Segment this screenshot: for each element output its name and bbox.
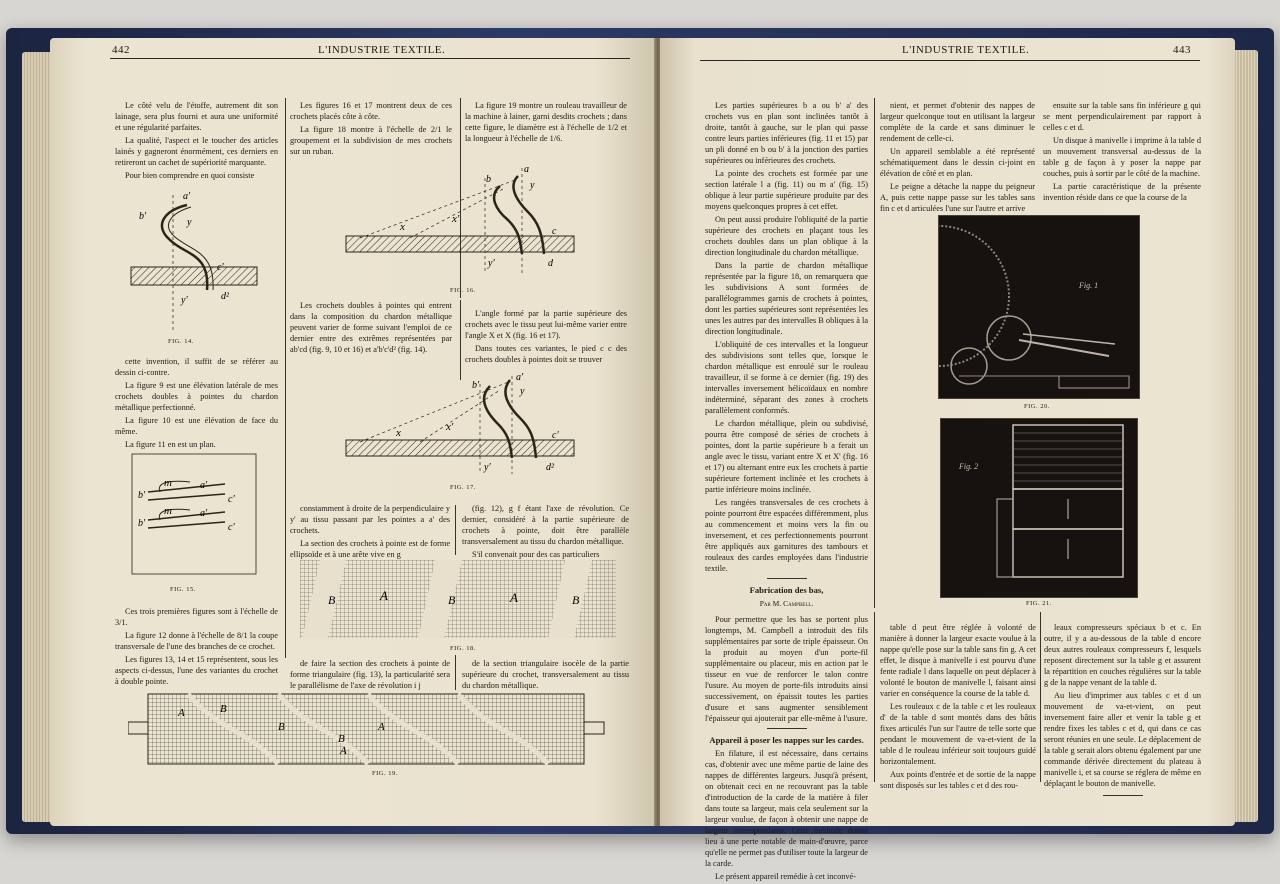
right-col3-bottom — [1044, 622, 1201, 802]
paragraph: S'il convenait pour des cas particuliers — [472, 550, 600, 559]
svg-text:y: y — [530, 180, 535, 191]
svg-text:x: x — [400, 221, 405, 233]
paragraph: (fig. 12), g f étant l'axe de révolution. Ce dernier, considéré à la partie supérieure de crochets à pointe, doit être parallèle transversalement au tissu du chardon métallique. — [462, 504, 629, 546]
paragraph: La figure 18 montre à l'échelle de 2/1 le groupement et la subdivision de mes crochets sur un ruban. — [290, 125, 452, 156]
figure-18-caption: FIG. 18. — [450, 645, 476, 652]
svg-text:b': b' — [139, 211, 147, 222]
figure-20-plate — [938, 215, 1140, 399]
figure-14-drawing — [125, 185, 265, 335]
paragraph: ensuite sur la table sans fin inférieure g qui se ment perpendiculairement par rapport à celles c et d. — [1043, 101, 1201, 132]
paragraph: La figure 19 montre un rouleau travailleur de la machine à lainer, garni desdits crochets ; dans cette figure, le diamètre est à l'échelle de 1/2 et la longueur à l'échelle de 1/6. — [465, 101, 627, 143]
paragraph: On peut aussi produire l'obliquité de la partie supérieure des crochets en plaçant tous les crochets doubles dans un plan oblique à la direction longitudinale du chardon métallique. — [705, 215, 868, 257]
svg-text:m: m — [164, 477, 172, 489]
paragraph: La figure 9 est une élévation latérale de mes crochets doubles à pointes du chardon métallique perfectionné. — [115, 381, 278, 412]
paragraph: Pour permettre que les bas se portent plus longtemps, M. Campbell a introduit des fils supplémentaires par sorte de triple épaisseur. On la produit au moyen d'un porte-fil supplémentaire ou placeur, mis en action par le tisseur en vue de renforcer le talon contre l'usure. Au moyen de porte-fils introduits ainsi successivement, on épaissit toutes les parties d'usure et sans augmenter sensiblement l'épaisseur qui ajouterait par elle-même à l'usure. — [705, 615, 868, 723]
right-col1 — [705, 100, 868, 884]
left-col2-top — [290, 100, 452, 159]
figure-16-caption: FIG. 16. — [450, 287, 476, 294]
left-running-title: L'INDUSTRIE TEXTILE. — [318, 44, 446, 56]
left-col3-end — [462, 658, 629, 693]
figure-19-caption: FIG. 19. — [372, 770, 398, 777]
svg-text:B: B — [278, 721, 285, 733]
left-col1-mid — [115, 356, 278, 452]
left-col2-low — [290, 503, 450, 562]
svg-text:B: B — [338, 733, 345, 745]
right-column-divider-2 — [874, 612, 875, 782]
article-title: Appareil à poser les nappes sur les cardes. — [709, 735, 864, 745]
svg-text:B: B — [328, 593, 336, 607]
figure-18-drawing — [300, 560, 616, 640]
paragraph: Les crochets doubles à pointes qui entrent dans la composition du chardon métallique peuvent varier de forme suivant l'emploi de ce dernier entre des extrêmes représentées par ab'cd (fig. 9, 10 et 16) et a'b'c'd² (fig. 14). — [290, 301, 452, 354]
left-page-number: 442 — [112, 44, 130, 56]
paragraph: Dans toutes ces variantes, le pied c c des crochets doubles à pointes doit se trouver — [465, 344, 627, 364]
svg-text:a': a' — [183, 191, 191, 202]
figure-21-drawing — [941, 419, 1137, 597]
section-rule — [767, 728, 807, 729]
paragraph: Le chardon métallique, plein ou subdivisé, pourra être composé de séries de crochets à pointes, dont la partie supérieure b a ferait un angle avec le tissu, variant entre X et X' (fig. 16 et 17) ou alternant entre eux les crochets à partie supérieure fortement inclinée et les crochets à partie inférieure moins inclinée. — [705, 419, 868, 494]
paragraph: nient, et permet d'obtenir des nappes de largeur quelconque tout en utilisant la largeur complète de la carde et sans diminuer le rendement de celle-ci. — [880, 101, 1035, 143]
svg-text:A: A — [178, 707, 185, 719]
left-col2-mid — [290, 300, 452, 357]
paragraph: Le côté velu de l'étoffe, autrement dit son lainage, sera plus fourni et aura une uniformité et une régularité parfaites. — [115, 101, 278, 132]
section-rule — [767, 578, 807, 579]
figure-15-drawing — [130, 452, 260, 577]
paragraph: Les figures 13, 14 et 15 représentent, sous les aspects ci-dessus, l'une des variantes du crochet à double pointe. — [115, 655, 278, 686]
paragraph: Le peigne a détache la nappe du peigneur A, puis cette nappe passe sur les tables sans fin c et d articulées l'une sur l'autre et arrive — [880, 182, 1035, 213]
paragraph: En filature, il est nécessaire, dans certains cas, d'obtenir avec une même partie de laine des nappes de différentes largeurs. Jusqu'à présent, on obtenait ceci en ne recouvrant pas la table d'introduction de la carde de la matière à filer dans toute sa largeur, mais cela seulement sur la largeur voulue, de façon à obtenir une nappe de largeur correspondante. Cette méthode donne lieu à une perte notable de main-d'œuvre, parce qu'elle ne permet pas d'utiliser toute la largeur de la carde. — [705, 749, 868, 868]
right-column-divider-1 — [874, 98, 875, 608]
svg-text:a': a' — [200, 508, 208, 519]
svg-text:c': c' — [552, 430, 559, 441]
svg-text:d²: d² — [221, 291, 229, 302]
paragraph: Le présent appareil remédie à cet inconvé- — [715, 872, 856, 881]
svg-text:b': b' — [138, 490, 146, 501]
svg-text:A: A — [510, 590, 518, 605]
paragraph: Un disque à manivelle i imprime à la table d un mouvement transversal au-dessus de la table g de façon à y poser la nappe par couches, puis à sortir par le côté de la machine. — [1043, 136, 1201, 178]
left-col2-end — [290, 658, 450, 693]
left-page-edges — [22, 52, 52, 822]
svg-text:y': y' — [181, 295, 188, 306]
left-col3-top — [465, 100, 627, 146]
paragraph: La pointe des crochets est formée par une section latérale l a (fig. 11) ou m a' (fig. 15) oblique à leur partie supérieure produite par des moyens quelconques propres à cet effet. — [705, 169, 868, 211]
svg-text:x': x' — [446, 421, 454, 433]
paragraph: Pour bien comprendre en quoi consiste — [125, 171, 255, 180]
svg-text:A: A — [340, 745, 347, 757]
paragraph: Dans la partie de chardon métallique représentée par la figure 18, on remarquera que les subdivisions A sont formées de parallélogrammes garnis de crochets à pointes, dont les parties supérieures sont représentées les unes les autres par des intervalles B obliques à la direction longitudinale. — [705, 261, 868, 336]
left-header-rule — [110, 58, 630, 59]
paragraph: Un appareil semblable a été représenté schématiquement dans le dessin ci-joint en élévation de côté et en plan. — [880, 147, 1035, 178]
svg-text:y: y — [520, 386, 525, 397]
article-title: Fabrication des bas, — [749, 585, 824, 595]
figure-20-drawing — [939, 216, 1139, 398]
left-column-divider-1 — [285, 98, 286, 658]
svg-text:b: b — [486, 174, 491, 185]
svg-text:b': b' — [472, 380, 480, 391]
paragraph: La figure 12 donne à l'échelle de 8/1 la coupe transversale de l'une des branches de ce crochet. — [115, 631, 278, 651]
paragraph: Les rangées transversales de ces crochets à pointe pourront être espacées différemment, plus au commencement et moins vers la fin ou inversement, et ces perfectionnements pourront être appliqués aux garnitures des tambours et rouleaux des cardes employées dans l'industrie textile. — [705, 498, 868, 573]
paragraph: Au lieu d'imprimer aux tables c et d un mouvement de va-et-vient, on peut inversement faire aller et venir la table g et rendre fixes les tables c et d, qui dans ce cas seront réunies en une seule. Le déplacement de la table g serait alors obtenu également par une commande dérivée directement du plateau à manivelle i, et sa course se réglera de même en déplaçant le bouton de manivelle. — [1044, 691, 1201, 788]
svg-text:y': y' — [488, 258, 495, 269]
svg-text:a: a — [524, 164, 529, 175]
right-col2-bottom — [880, 622, 1036, 793]
paragraph: L'obliquité de ces intervalles et la longueur des subdivisions sont telles que, lorsque le chardon métallique est enroulé sur le rouleau travailleur, il se forme à ce dernier (fig. 19) des intervalles inversement hélicoïdaux en nombre indéterminé, séparant des zones à crochets parallèlement conformés. — [705, 340, 868, 415]
paragraph: de la section triangulaire isocèle de la partie supérieure du crochet, transversalement au tissu du chardon métallique. — [462, 659, 629, 690]
paragraph: de faire la section des crochets à pointe de forme triangulaire (fig. 13), la particularité sera le parallélisme de l'axe de révolution i j — [290, 659, 450, 690]
left-column-divider-4 — [455, 505, 456, 555]
svg-text:m: m — [164, 505, 172, 517]
right-page-edges — [1234, 50, 1258, 822]
paragraph: Aux points d'entrée et de sortie de la nappe sont disposés sur les tables c et d des rou- — [880, 770, 1036, 790]
figure-21-label: Fig. 2 — [959, 462, 979, 471]
svg-text:c': c' — [228, 494, 235, 505]
svg-text:x: x — [396, 427, 401, 439]
svg-text:c: c — [552, 226, 557, 237]
svg-text:x': x' — [452, 213, 460, 225]
paragraph: constamment à droite de la perpendiculaire y y' au tissu passant par les pointes a a' des crochets. — [290, 504, 450, 535]
left-col1-top — [115, 100, 278, 183]
end-rule — [1103, 795, 1143, 796]
svg-text:A: A — [378, 721, 385, 733]
paragraph: Ces trois premières figures sont à l'échelle de 3/1. — [115, 607, 278, 627]
paragraph: leaux compresseurs spéciaux b et c. En outre, il y a au-dessous de la table d encore deux autres rouleaux compresseurs f, lesquels reposent directement sur la table g et assurent la répartition en couches régulières sur la table g de la nappe venant de la table d. — [1044, 623, 1201, 687]
svg-text:b': b' — [138, 518, 146, 529]
paragraph: L'angle formé par la partie supérieure des crochets avec le tissu peut lui-même varier entre l'angle X et X (fig. 16 et 17). — [465, 309, 627, 340]
paragraph: La section des crochets à pointe est de forme ellipsoïde et à une arête vive en g — [290, 539, 450, 559]
figure-17-drawing — [340, 368, 580, 480]
svg-text:a': a' — [200, 480, 208, 491]
figure-21-plate — [940, 418, 1138, 598]
left-col3-mid — [465, 308, 627, 367]
right-column-divider-3 — [1040, 612, 1041, 782]
paragraph: La figure 11 en est un plan. — [125, 440, 216, 449]
left-col1-bottom — [115, 606, 278, 689]
paragraph: table d peut être réglée à volonté de manière à donner la largeur exacte voulue à la nappe qu'elle pose sur la table sans fin g. A cet effet, le disque à manivelle i est pourvu d'une fente radiale l dans laquelle on peut déplacer à volonté le bouton de manivelle l, faisant ainsi varier en conséquence la course de la table d. — [880, 623, 1036, 698]
svg-text:c': c' — [228, 522, 235, 533]
svg-text:d²: d² — [546, 462, 554, 473]
svg-text:y: y — [187, 217, 192, 228]
svg-text:B: B — [448, 593, 456, 607]
figure-20-caption: FIG. 20. — [1024, 403, 1050, 410]
svg-text:y': y' — [484, 462, 491, 473]
paragraph: cette invention, il suffit de se référer au dessin ci-contre. — [115, 357, 278, 377]
svg-text:B: B — [572, 593, 580, 607]
right-col3-top — [1043, 100, 1201, 205]
figure-16-drawing — [340, 158, 580, 283]
right-header-rule — [700, 60, 1200, 61]
paragraph: La qualité, l'aspect et le toucher des articles lainés y gagneront énormément, ces derniers en retireront un cachet de supériorité marquante. — [115, 136, 278, 167]
paragraph: Les parties supérieures b a ou b' a' des crochets vus en plan sont inclinées tantôt à droite, tantôt à gauche, sur le plan qui passe contre leurs parties inférieures (fig. 11 et 15) par un pli donné en b ou b' à la jonction des parties supérieures ou inférieures des crochets. — [705, 101, 868, 165]
figure-21-caption: FIG. 21. — [1026, 600, 1052, 607]
svg-text:d: d — [548, 258, 553, 269]
paragraph: La figure 10 est une élévation de face du même. — [115, 416, 278, 436]
left-col3-low — [462, 503, 629, 562]
paragraph: La partie caractéristique de la présente invention réside dans ce que la course de la — [1043, 182, 1201, 202]
right-page-number: 443 — [1173, 44, 1191, 56]
right-col2-top — [880, 100, 1035, 216]
svg-text:B: B — [220, 703, 227, 715]
figure-17-caption: FIG. 17. — [450, 484, 476, 491]
article-author: Par M. Campbell. — [759, 599, 814, 608]
svg-text:A: A — [380, 588, 388, 603]
figure-20-label: Fig. 1 — [1079, 281, 1099, 290]
svg-text:a': a' — [516, 372, 524, 383]
right-running-title: L'INDUSTRIE TEXTILE. — [902, 44, 1030, 56]
paragraph: Les rouleaux c de la table c et les rouleaux d' de la table d sont montés dans des bâtis fixes articulés l'un sur l'autre de telle sorte que pendant le mouvement de va-et-vient de la table d le rouleau inférieur soit toujours guidé horizontalement. — [880, 702, 1036, 766]
svg-text:c': c' — [217, 262, 224, 273]
figure-19-drawing — [128, 690, 608, 768]
figure-14-caption: FIG. 14. — [168, 338, 194, 345]
paragraph: Les figures 16 et 17 montrent deux de ces crochets placés côte à côte. — [290, 101, 452, 121]
left-column-divider-5 — [455, 655, 456, 690]
figure-15-caption: FIG. 15. — [170, 586, 196, 593]
